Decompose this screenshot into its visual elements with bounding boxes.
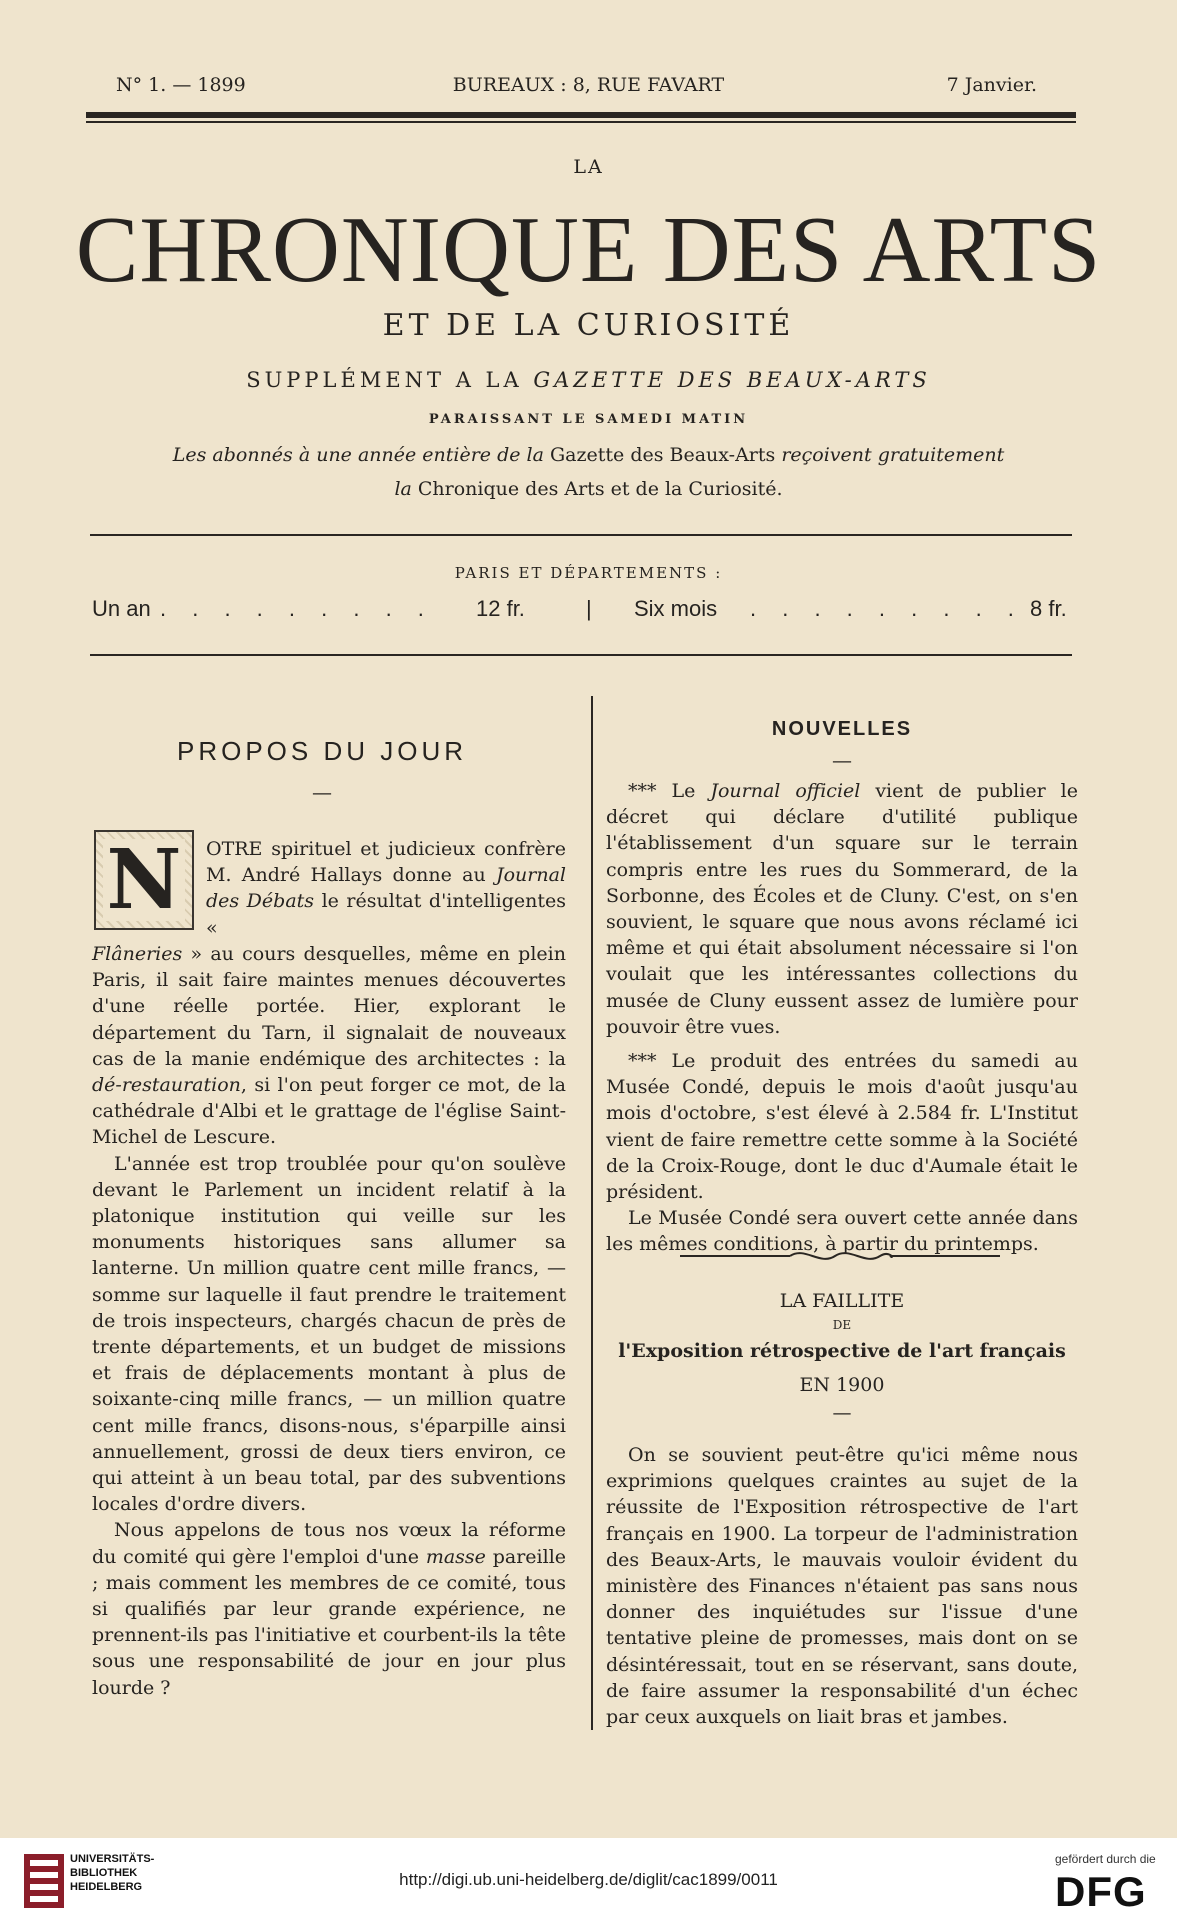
header-rule-thin xyxy=(86,121,1076,123)
uni-line2: BIBLIOTHEK xyxy=(70,1867,138,1879)
article-propos-lead xyxy=(206,836,566,941)
propos-p3-rest: pareille ; mais comment les membres de ce comité, tous si qualifiés par leur grande expérience, ne prennent-ils pas l'initiative et courbent-ils la tête sous une responsabilité de jour en jour plus lourde ? xyxy=(92,1545,567,1699)
subscriber-note-line2 xyxy=(0,478,1177,500)
faillite-heading-1: LA FAILLITE xyxy=(779,1290,905,1312)
section-dash: — xyxy=(832,748,852,772)
page-title: CHRONIQUE DES ARTS xyxy=(75,198,1102,302)
decorative-dropcap xyxy=(94,830,194,930)
ornamental-fleuron xyxy=(680,1246,1000,1266)
price-six-value: 8 fr. xyxy=(1030,596,1067,621)
price-dots-right: . . . . . . . . . xyxy=(750,596,1024,621)
source-url-link[interactable]: http://digi.ub.uni-heidelberg.de/diglit/cac1899/0011 xyxy=(399,1870,778,1889)
section-heading-nouvelles: NOUVELLES xyxy=(771,718,913,740)
supplement-line xyxy=(0,368,1177,392)
article-nouvelles xyxy=(606,778,1078,1258)
dropcap-letter: N xyxy=(103,839,186,921)
faillite-heading-2: DE xyxy=(832,1318,852,1332)
news1-text: vient de publier le décret qui déclare d'utilité publique l'établissement d'un square sur le terrain compris entre les rues du Sommerard, de la Sorbonne, des Écoles et de Cluny. C'est, on s'en souvient, le square que nous avons réclamé ici même et qui était absolument nécessaire si l'on voulait que les intéressantes collections du musée de Cluny eussent assez de lumière pour pouvoir être vues. xyxy=(606,780,1078,1038)
publication-schedule: PARAISSANT LE SAMEDI MATIN xyxy=(428,412,749,427)
uni-line1: UNIVERSITÄTS- xyxy=(70,1853,155,1865)
news1-journal: Journal officiel xyxy=(710,780,861,802)
faillite-heading-3: l'Exposition rétrospective de l'art français xyxy=(618,1340,1066,1362)
subscriber-note-la: la xyxy=(394,478,412,500)
subscriber-note-italic: Les abonnés à une année entière de la xyxy=(172,444,544,466)
header-rule xyxy=(86,112,1076,118)
subscriber-note-gazette: Gazette des Beaux-Arts xyxy=(550,444,776,466)
propos-lead-text: OTRE spirituel et judicieux confrère M. André Hallays donne au xyxy=(206,838,566,887)
paragraph: On se souvient peut-être qu'ici même nous exprimions quelques craintes au sujet de la réussite de l'Exposition rétrospective de l'art français en 1900. La torpeur de l'administration des Beaux-Arts, le mauvais vouloir évident du ministère des Finances n'étaient pas sans nous donner des inquiétudes sur l'issue d'une tentative pleine de promesses, mais dont on se désintéressait, tout en se réservant, sans doute, de faire assumer la responsabilité d'un échec par ceux auxquels on liait bras et jambes. xyxy=(606,1444,1078,1729)
faillite-dash: — xyxy=(832,1402,852,1424)
propos-rest-text: » au cours desquelles, même en plein Paris, il sait faire maintes menues découvertes d'une réelle portée. Hier, explorant le département du Tarn, il signalait de nouveaux cas de la manie endémique des architectes : la xyxy=(92,943,566,1070)
dfg-funding-label: gefördert durch die xyxy=(1055,1852,1156,1866)
faillite-heading-4: EN 1900 xyxy=(799,1374,885,1396)
pricing-heading: PARIS ET DÉPARTEMENTS : xyxy=(454,564,723,582)
paragraph: *** Le produit des entrées du samedi au Musée Condé, depuis le mois d'août jusqu'au mois d'octobre, s'est élevé à 2.584 fr. L'Institut vient de faire remettre cette somme à la Société de la Croix-Rouge, dont le duc d'Aumale était le président. xyxy=(606,1050,1078,1204)
article-propos-body xyxy=(92,941,566,1701)
pricing-rule-bottom xyxy=(90,654,1072,656)
issue-date: 7 Janvier. xyxy=(946,74,1037,96)
propos-derestauration: dé-restauration xyxy=(92,1074,241,1097)
price-six-label: Six mois xyxy=(634,596,718,621)
price-dots-left: . . . . . . . . . xyxy=(160,596,434,621)
bureaux-address: BUREAUX : 8, RUE FAVART xyxy=(452,74,725,96)
price-year-value: 12 fr. xyxy=(476,596,525,621)
propos-mid-text: le résultat d'intelligentes « xyxy=(206,890,566,939)
propos-end-text: , si l'on peut forger ce mot, de la cathédrale d'Albi et le grattage de l'église Saint-Michel de Lescure. xyxy=(92,1074,566,1149)
propos-p3-lead: Nous appelons de tous nos vœux la réforme du comité qui gère l'emploi d'une xyxy=(92,1519,566,1568)
paragraph: L'année est trop troublée pour qu'on soulève devant le Parlement un incident relatif à la platonique institution qui veille sur les monuments historiques sans allumer sa lanterne. Un million quatre cent mille francs, — somme sur laquelle il faut prendre le traitement de trois inspecteurs, chargés chacun de près de trente départements, et un budget de missions et frais de déplacements montant à plus de soixante-cinq mille francs, — un million quatre cent mille francs, disons-nous, s'éparpille ainsi annuellement, grossi de deux tiers environ, ce qui atteint à un beau total, par des subventions locales d'ordre divers. xyxy=(92,1152,566,1516)
subscriber-note-line1 xyxy=(0,444,1177,466)
propos-flaneries: Flâneries xyxy=(92,943,183,965)
issue-number: N° 1. — 1899 xyxy=(116,74,246,96)
propos-journal-title: Journal des Débats xyxy=(206,864,566,913)
paragraph xyxy=(92,1517,566,1700)
price-separator: | xyxy=(586,596,592,621)
column-divider xyxy=(591,696,593,1730)
news1-lead: *** Le xyxy=(628,780,696,802)
supplement-prefix: SUPPLÉMENT A LA xyxy=(246,368,523,392)
paragraph xyxy=(606,778,1078,1040)
price-year-label: Un an xyxy=(92,596,151,621)
pricing-rule-top xyxy=(90,534,1072,536)
supplement-gazette: GAZETTE DES BEAUX-ARTS xyxy=(533,368,931,392)
title-article: LA xyxy=(573,156,604,178)
paragraph: Le Musée Condé sera ouvert cette année dans les mêmes conditions, à partir du printemps. xyxy=(606,1207,1078,1256)
article-faillite xyxy=(606,1442,1078,1730)
dfg-logo: DFG xyxy=(1055,1868,1147,1915)
section-dash: — xyxy=(312,780,332,804)
page-subtitle: ET DE LA CURIOSITÉ xyxy=(382,308,795,343)
uni-line3: HEIDELBERG xyxy=(70,1881,143,1893)
subscriber-note-end: reçoivent gratuitement xyxy=(781,444,1005,466)
propos-masse: masse xyxy=(425,1545,486,1568)
section-heading-propos: PROPOS DU JOUR xyxy=(176,736,468,766)
subscriber-note-chronique: Chronique des Arts et de la Curiosité. xyxy=(417,478,783,500)
paragraph xyxy=(92,941,566,1151)
